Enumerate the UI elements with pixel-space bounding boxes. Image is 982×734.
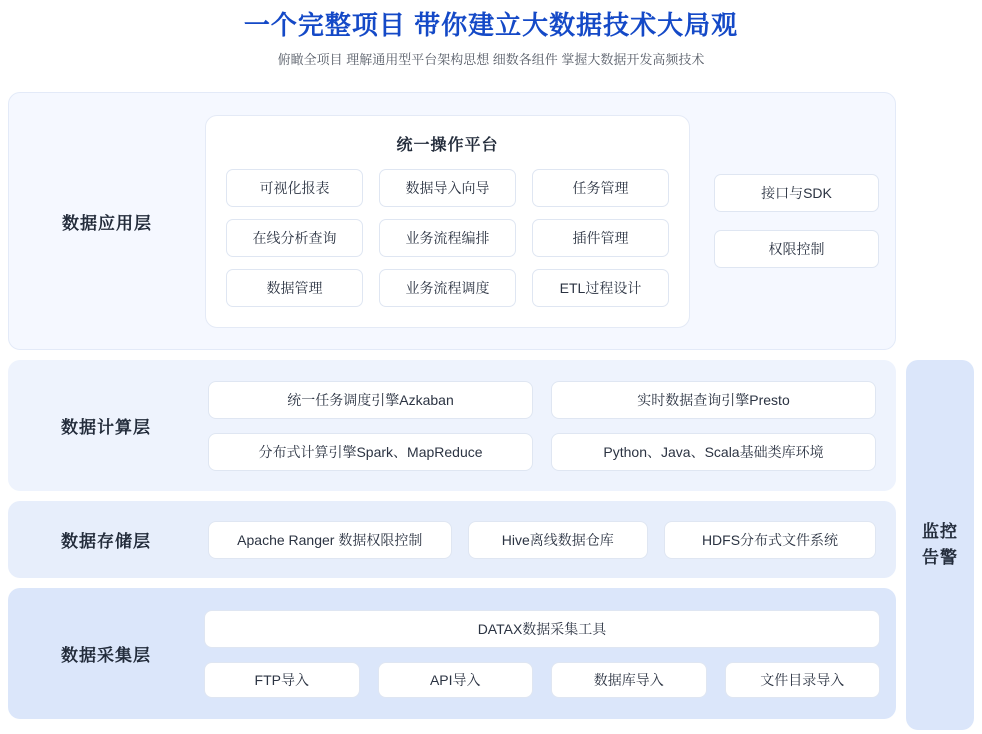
monitoring-alert-text xyxy=(922,519,958,571)
unified-platform-grid xyxy=(226,169,669,307)
collect-item-database-import[interactable]: 数据库导入 xyxy=(551,662,707,698)
platform-item-online-analysis-query[interactable]: 在线分析查询 xyxy=(226,219,363,257)
application-row xyxy=(205,115,879,328)
monitoring-alert-column xyxy=(906,360,974,730)
platform-item-data-management[interactable]: 数据管理 xyxy=(226,269,363,307)
compute-grid xyxy=(204,381,880,471)
storage-item-apache-ranger[interactable]: Apache Ranger 数据权限控制 xyxy=(208,521,452,559)
monitoring-line-2: 告警 xyxy=(922,548,958,567)
layer-storage xyxy=(8,501,896,578)
layers-container xyxy=(8,92,896,719)
collect-item-ftp-import[interactable]: FTP导入 xyxy=(204,662,360,698)
layer-collect-body xyxy=(204,610,896,698)
page-header xyxy=(0,0,982,70)
layer-storage-label: 数据存储层 xyxy=(61,532,151,551)
platform-item-task-management[interactable]: 任务管理 xyxy=(532,169,669,207)
architecture-diagram xyxy=(8,92,974,719)
storage-item-hive[interactable]: Hive离线数据仓库 xyxy=(468,521,649,559)
collect-item-file-directory-import[interactable]: 文件目录导入 xyxy=(725,662,881,698)
layer-application-label: 数据应用层 xyxy=(62,213,152,233)
side-item-api-sdk[interactable]: 接口与SDK xyxy=(714,174,879,212)
platform-item-business-process-scheduling[interactable]: 业务流程调度 xyxy=(379,269,516,307)
collect-sources-grid xyxy=(204,662,880,698)
layer-compute-body xyxy=(204,381,896,471)
compute-item-language-runtime[interactable]: Python、Java、Scala基础类库环境 xyxy=(551,433,876,471)
unified-platform-box xyxy=(205,115,690,328)
platform-item-business-process-orchestration[interactable]: 业务流程编排 xyxy=(379,219,516,257)
platform-item-visual-report[interactable]: 可视化报表 xyxy=(226,169,363,207)
unified-platform-title: 统一操作平台 xyxy=(396,136,499,154)
layer-application xyxy=(8,92,896,350)
platform-item-plugin-management[interactable]: 插件管理 xyxy=(532,219,669,257)
collect-item-datax[interactable]: DATAX数据采集工具 xyxy=(204,610,880,648)
compute-item-azkaban[interactable]: 统一任务调度引擎Azkaban xyxy=(208,381,533,419)
storage-row xyxy=(204,521,880,559)
compute-item-spark-mapreduce[interactable]: 分布式计算引擎Spark、MapReduce xyxy=(208,433,533,471)
layer-application-body xyxy=(205,115,895,328)
storage-item-hdfs[interactable]: HDFS分布式文件系统 xyxy=(664,521,876,559)
layer-collect-label: 数据采集层 xyxy=(61,646,151,665)
page-subtitle: 俯瞰全项目 理解通用型平台架构思想 细数各组件 掌握大数据开发高频技术 xyxy=(277,52,705,67)
compute-item-presto[interactable]: 实时数据查询引擎Presto xyxy=(551,381,876,419)
monitoring-line-1: 监控 xyxy=(922,522,958,541)
collect-main-row xyxy=(204,610,880,648)
side-item-permission-control[interactable]: 权限控制 xyxy=(714,230,879,268)
application-side-column xyxy=(714,174,879,268)
platform-item-etl-design[interactable]: ETL过程设计 xyxy=(532,269,669,307)
layer-compute-label: 数据计算层 xyxy=(61,418,151,437)
collect-item-api-import[interactable]: API导入 xyxy=(378,662,534,698)
layer-compute xyxy=(8,360,896,491)
layer-storage-body xyxy=(204,521,896,559)
layer-collect xyxy=(8,588,896,719)
page-title: 一个完整项目 带你建立大数据技术大局观 xyxy=(243,10,739,40)
platform-item-data-import-wizard[interactable]: 数据导入向导 xyxy=(379,169,516,207)
